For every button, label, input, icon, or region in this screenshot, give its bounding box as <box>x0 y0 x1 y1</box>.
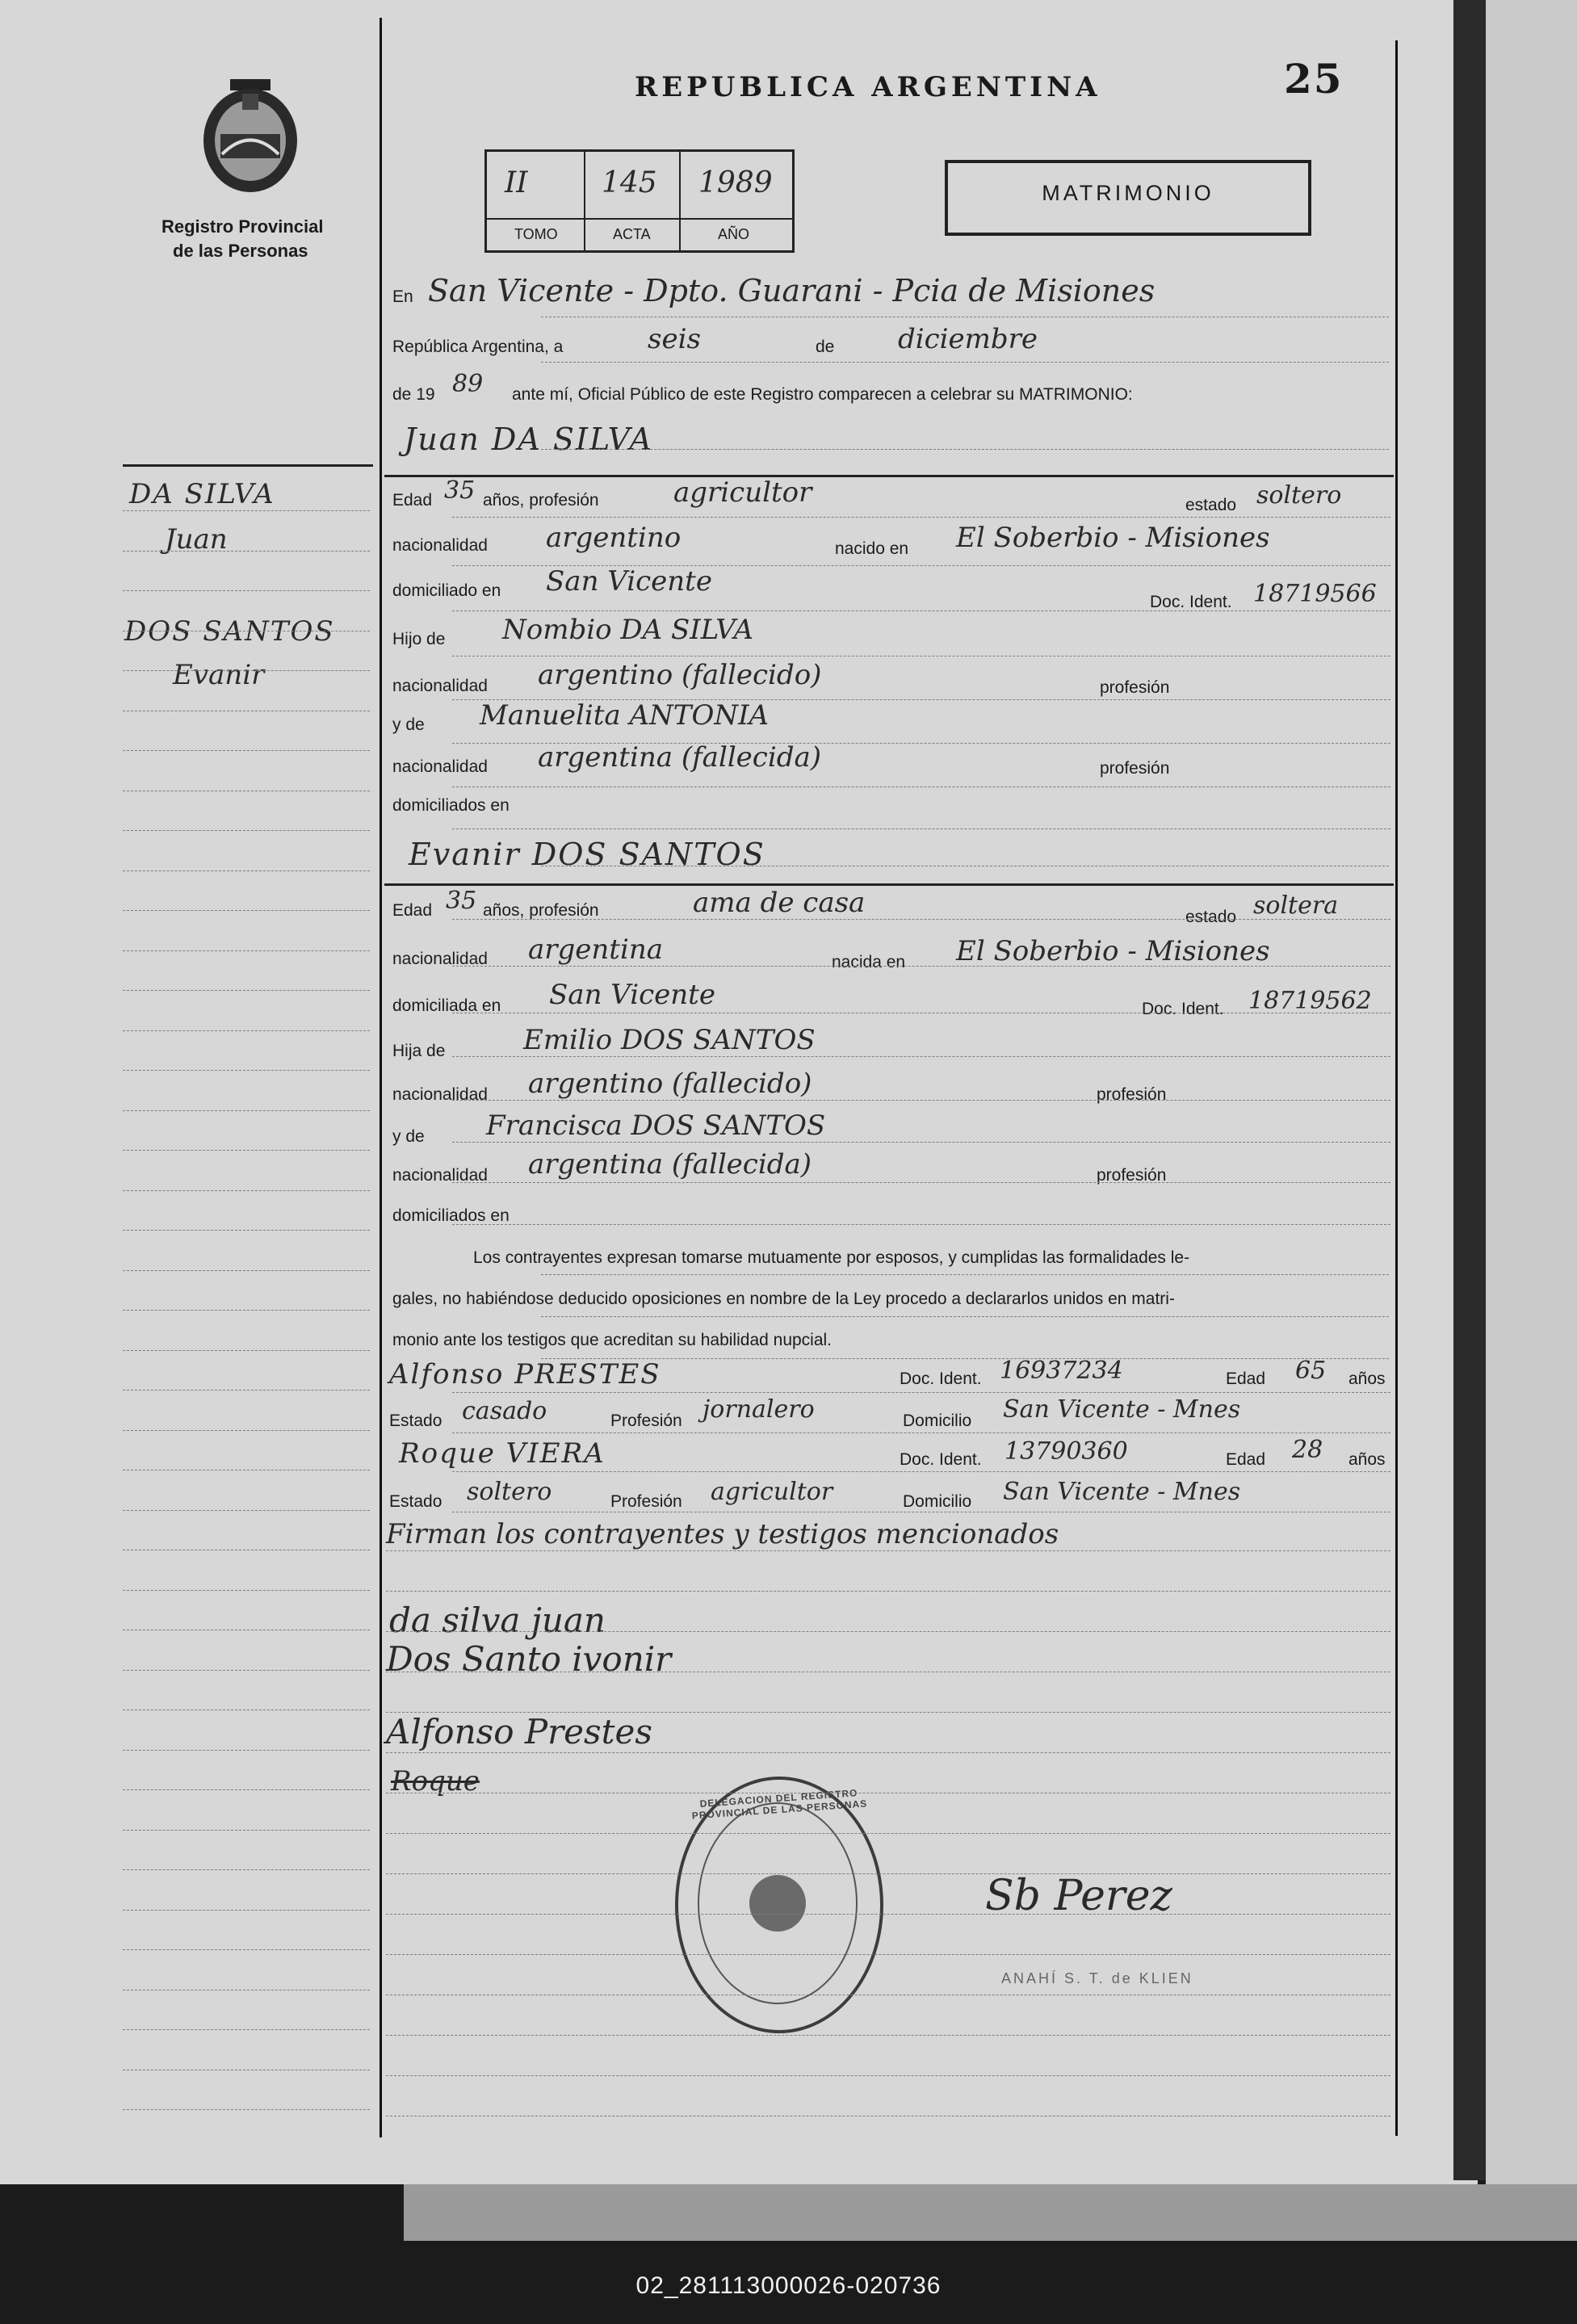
witness2-doc-id: 13790360 <box>1004 1437 1128 1466</box>
ruled-line <box>123 551 370 552</box>
witness1-signature: Alfonso Prestes <box>386 1712 652 1751</box>
ruled-line <box>123 1869 370 1870</box>
groom-nationality: argentino <box>546 522 682 554</box>
bride-birthplace: El Soberbio - Misiones <box>956 935 1270 967</box>
groom-status: soltero <box>1256 481 1342 510</box>
en-label: En <box>392 287 413 306</box>
bride-mother-profession-label: profesión <box>1097 1166 1167 1185</box>
witness2-age-label: Edad <box>1226 1450 1266 1469</box>
bride-status-label: estado <box>1185 908 1237 926</box>
acta-label: ACTA <box>613 226 651 242</box>
record-box <box>484 149 795 253</box>
ruled-line <box>386 2035 1390 2036</box>
groom-domicile-label: domiciliado en <box>392 581 501 600</box>
ano-value: 1989 <box>698 166 773 199</box>
registry-name-line1: Registro Provincial <box>161 216 324 237</box>
ruled-line <box>386 1954 1390 1955</box>
witness2-status-label: Estado <box>389 1492 442 1511</box>
ruled-line <box>452 1392 1390 1393</box>
groom-nationality-label: nacionalidad <box>392 536 488 555</box>
witness1-doc-id: 16937234 <box>1000 1357 1123 1385</box>
act-type-box <box>945 160 1311 236</box>
ruled-line <box>452 565 1390 566</box>
margin-bride-surname: DOS SANTOS <box>124 615 335 648</box>
ruled-line <box>541 449 1389 450</box>
ruled-line <box>386 1712 1390 1713</box>
bride-domicile-label: domiciliada en <box>392 996 501 1015</box>
groom-profession-label: años, profesión <box>483 491 599 510</box>
provincial-crest-icon <box>198 78 303 199</box>
witness2-profession: agricultor <box>711 1478 833 1506</box>
ruled-line <box>123 590 370 591</box>
celebration-month: diciembre <box>898 323 1038 355</box>
ruled-line <box>123 1910 370 1911</box>
witness2-status: soltero <box>467 1478 552 1506</box>
bride-age-label: Edad <box>392 901 433 920</box>
ruled-line <box>452 1224 1390 1225</box>
ruled-line <box>386 1591 1390 1592</box>
official-signature: Sb Perez <box>985 1872 1172 1920</box>
witness1-domicile-label: Domicilio <box>903 1412 972 1430</box>
act-type: MATRIMONIO <box>1042 181 1214 205</box>
image-code: 02_281113000026-020736 <box>635 2272 942 2299</box>
margin-separator <box>123 464 373 467</box>
declaration-line-3: monio ante los testigos que acreditan su habilidad nupcial. <box>392 1331 833 1349</box>
ruled-line <box>123 2029 370 2030</box>
witness1-age: 65 <box>1295 1357 1327 1385</box>
ruled-line <box>541 362 1389 363</box>
ruled-line <box>452 1471 1390 1472</box>
registry-name-line2: de las Personas <box>173 241 308 261</box>
declaration-line-2: gales, no habiéndose deducido oposiciones en nombre de la Ley procedo a declararlos unidos en matri- <box>392 1290 1175 1308</box>
ruled-line <box>123 950 370 951</box>
ruled-line <box>386 1833 1390 1834</box>
groom-father: Nombio DA SILVA <box>502 614 754 646</box>
groom-birthplace: El Soberbio - Misiones <box>956 522 1270 554</box>
bride-father-nationality: argentino (fallecido) <box>528 1068 812 1100</box>
bride-nationality-label: nacionalidad <box>392 950 488 968</box>
groom-parents-domicile-label: domiciliados en <box>392 796 510 815</box>
witness1-profession-label: Profesión <box>610 1412 682 1430</box>
groom-age-label: Edad <box>392 491 433 510</box>
background-surface <box>1486 0 1577 2229</box>
ruled-line <box>123 670 370 671</box>
ruled-line <box>452 1182 1390 1183</box>
bride-status: soltera <box>1253 891 1339 920</box>
stamp-emblem-icon <box>749 1875 806 1932</box>
groom-signature: da silva juan <box>389 1600 606 1640</box>
witness2-signature: Roque <box>391 1765 480 1798</box>
official-title: ANAHÍ S. T. de KLIEN <box>1001 1970 1193 1986</box>
ruled-line <box>123 1670 370 1671</box>
bride-domicile: San Vicente <box>549 979 715 1011</box>
declaration-text <box>392 1237 1394 1361</box>
margin-bride-given: Evanir <box>173 659 265 691</box>
witness2-domicile-label: Domicilio <box>903 1492 972 1511</box>
bride-father-profession-label: profesión <box>1097 1085 1167 1104</box>
groom-father-label: Hijo de <box>392 630 446 648</box>
ruled-line <box>123 1430 370 1431</box>
ruled-line <box>123 1990 370 1991</box>
ruled-line <box>123 910 370 911</box>
de-label: de <box>816 338 835 356</box>
ruled-line <box>452 1056 1390 1057</box>
groom-doc-id: 18719566 <box>1253 580 1377 608</box>
groom-status-label: estado <box>1185 496 1237 514</box>
ruled-line <box>452 1100 1390 1101</box>
witness1-name: Alfonso PRESTES <box>389 1358 661 1391</box>
groom-mother-profession-label: profesión <box>1100 759 1170 778</box>
right-border <box>1395 40 1398 2136</box>
ruled-line <box>123 1510 370 1511</box>
bride-parents-domicile-label: domiciliados en <box>392 1206 510 1225</box>
witness2-domicile: San Vicente - Mnes <box>1003 1478 1241 1506</box>
ruled-line <box>123 1390 370 1391</box>
ruled-line <box>452 919 1390 920</box>
ruled-line <box>123 1789 370 1790</box>
ruled-line <box>452 656 1390 657</box>
declaration-line-1: Los contrayentes expresan tomarse mutuamente por esposos, y cumplidas las formalidades le- <box>473 1248 1190 1267</box>
ruled-line <box>452 743 1390 744</box>
margin-groom-given: Juan <box>165 523 228 556</box>
groom-mother-label: y de <box>392 715 425 734</box>
witness1-status: casado <box>462 1397 547 1425</box>
ruled-line <box>541 1358 1389 1359</box>
ruled-line <box>386 1914 1390 1915</box>
binder-edge <box>1453 0 1486 2180</box>
ruled-line <box>386 1631 1390 1632</box>
bride-father: Emilio DOS SANTOS <box>523 1024 816 1056</box>
groom-mother: Manuelita ANTONIA <box>480 699 770 732</box>
de19-label: de 19 <box>392 385 435 404</box>
bride-mother-label: y de <box>392 1127 425 1146</box>
bride-doc-label: Doc. Ident. <box>1142 1000 1224 1018</box>
ruled-line <box>123 990 370 991</box>
groom-section-separator <box>384 475 1394 477</box>
ruled-line <box>123 1350 370 1351</box>
groom-name: Juan DA SILVA <box>404 422 653 457</box>
bride-signature: Dos Santo ivonir <box>386 1639 672 1679</box>
ruled-line <box>123 1830 370 1831</box>
groom-doc-label: Doc. Ident. <box>1150 593 1232 611</box>
bride-mother-nationality-label: nacionalidad <box>392 1166 488 1185</box>
appear-text: ante mí, Oficial Público de este Registro comparecen a celebrar su MATRIMONIO: <box>512 385 1133 404</box>
witness2-years-label: años <box>1348 1450 1386 1469</box>
ruled-line <box>541 1274 1389 1275</box>
bride-father-label: Hija de <box>392 1042 446 1060</box>
ruled-line <box>123 510 370 511</box>
groom-father-profession-label: profesión <box>1100 678 1170 697</box>
ruled-line <box>541 1316 1389 1317</box>
tomo-label: TOMO <box>514 226 558 242</box>
witness1-doc-label: Doc. Ident. <box>900 1370 982 1388</box>
ruled-line <box>123 1230 370 1231</box>
ruled-line <box>123 1590 370 1591</box>
ruled-line <box>123 1709 370 1710</box>
bride-section-separator <box>384 883 1394 886</box>
groom-domicile: San Vicente <box>546 565 712 598</box>
tomo-value: II <box>505 166 528 199</box>
groom-age: 35 <box>444 476 476 505</box>
acta-value: 145 <box>602 166 657 199</box>
witness1-years-label: años <box>1348 1370 1386 1388</box>
celebration-day: seis <box>648 323 701 355</box>
country-title: REPUBLICA ARGENTINA <box>635 71 1101 103</box>
ruled-line <box>386 1752 1390 1753</box>
ano-label: AÑO <box>718 226 750 242</box>
ruled-line <box>386 1873 1390 1874</box>
witness2-name: Roque VIERA <box>399 1437 606 1470</box>
margin-divider <box>380 18 382 2137</box>
ruled-line <box>123 1110 370 1111</box>
ruled-line <box>123 1150 370 1151</box>
ruled-line <box>123 750 370 751</box>
witness1-age-label: Edad <box>1226 1370 1266 1388</box>
margin-groom-surname: DA SILVA <box>129 478 275 510</box>
bride-name: Evanir DOS SANTOS <box>409 837 765 872</box>
bride-profession: ama de casa <box>693 887 866 919</box>
ruled-line <box>123 1270 370 1271</box>
witness1-profession: jornalero <box>703 1395 815 1424</box>
bride-father-nationality-label: nacionalidad <box>392 1085 488 1104</box>
witness2-age: 28 <box>1292 1436 1323 1464</box>
bride-nationality: argentina <box>528 933 664 966</box>
groom-father-nationality-label: nacionalidad <box>392 677 488 695</box>
groom-father-nationality: argentino (fallecido) <box>538 659 822 691</box>
ruled-line <box>123 1070 370 1071</box>
witness1-domicile: San Vicente - Mnes <box>1003 1395 1241 1424</box>
ruled-line <box>452 610 1390 611</box>
ruled-line <box>452 966 1390 967</box>
bride-doc-id: 18719562 <box>1248 987 1372 1015</box>
ruled-line <box>386 2075 1390 2076</box>
republica-label: República Argentina, a <box>392 338 564 356</box>
groom-profession: agricultor <box>673 476 812 509</box>
ruled-line <box>123 1949 370 1950</box>
ruled-line <box>452 517 1390 518</box>
bride-birthplace-label: nacida en <box>832 953 906 971</box>
ruled-line <box>123 1310 370 1311</box>
ruled-line <box>123 830 370 831</box>
groom-mother-nationality: argentina (fallecida) <box>538 741 822 774</box>
bride-profession-label: años, profesión <box>483 901 599 920</box>
ruled-line <box>123 1190 370 1191</box>
closing-note: Firman los contrayentes y testigos mencionados <box>386 1518 1059 1550</box>
celebration-place: San Vicente - Dpto. Guarani - Pcia de Misiones <box>428 273 1155 308</box>
witness2-doc-label: Doc. Ident. <box>900 1450 982 1469</box>
witness2-profession-label: Profesión <box>610 1492 682 1511</box>
ruled-line <box>123 1030 370 1031</box>
celebration-year-suffix: 89 <box>452 370 484 398</box>
ruled-line <box>452 1142 1390 1143</box>
page-number: 25 <box>1284 55 1344 103</box>
ruled-line <box>386 1550 1390 1551</box>
background-surface <box>404 2184 1577 2241</box>
witness1-status-label: Estado <box>389 1412 442 1430</box>
ruled-line <box>123 870 370 871</box>
groom-birthplace-label: nacido en <box>835 539 909 558</box>
bride-age: 35 <box>446 887 477 915</box>
bride-mother: Francisca DOS SANTOS <box>486 1110 826 1142</box>
bride-mother-nationality: argentina (fallecida) <box>528 1148 812 1181</box>
ruled-line <box>123 1750 370 1751</box>
ruled-line <box>452 699 1390 700</box>
stamp-text: DELEGACION DEL REGISTRO PROVINCIAL DE LAS PERSONAS <box>691 1787 868 1822</box>
ruled-line <box>123 2109 370 2110</box>
groom-mother-nationality-label: nacionalidad <box>392 757 488 776</box>
